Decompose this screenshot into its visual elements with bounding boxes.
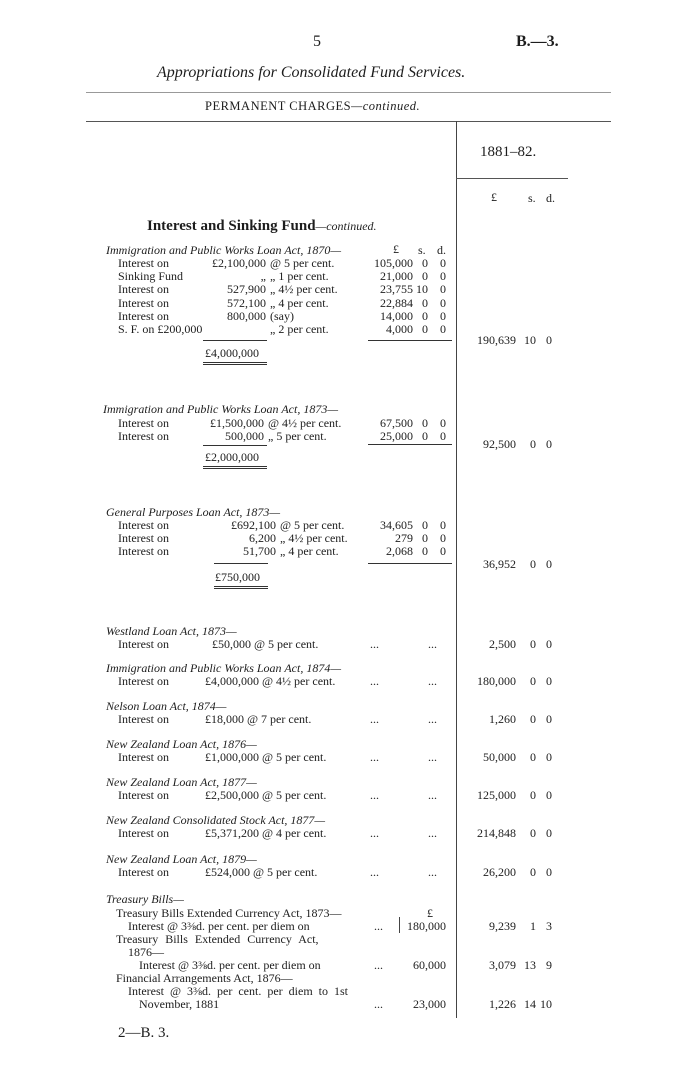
- row-principal: „: [260, 269, 266, 284]
- block2-total-d: 0: [546, 437, 552, 451]
- row-shillings: 0: [422, 295, 428, 310]
- item-dots-left: ...: [370, 674, 379, 688]
- block3-heading: General Purposes Loan Act, 1873—: [106, 505, 281, 519]
- title-rule: [86, 92, 611, 93]
- treasury-tot2-pounds: 9,239: [489, 919, 516, 933]
- block1-heading: Immigration and Public Works Loan Act, 1870—: [106, 243, 342, 257]
- block1-sum-rule: [368, 340, 452, 341]
- item-dots-right: ...: [428, 788, 437, 802]
- section-title-cont: —continued.: [315, 219, 377, 233]
- treasury-amt2: 180,000: [407, 919, 446, 933]
- item-dots-left: ...: [370, 788, 379, 802]
- item-detail: £4,000,000 @ 4½ per cent.: [205, 674, 336, 688]
- row-pence: 0: [440, 256, 446, 270]
- row-rate: „ 4½ per cent.: [270, 282, 338, 297]
- treasury-tot8-d: 10: [540, 997, 552, 1011]
- row-pence: 0: [440, 416, 446, 430]
- row-label: Interest on: [118, 282, 169, 297]
- row-pounds: 105,000: [374, 256, 413, 270]
- row-shillings: 0: [422, 531, 428, 545]
- row-rate: „ 4½ per cent.: [280, 531, 348, 545]
- treasury-tot8-s: 14: [524, 997, 536, 1011]
- block2-principal-underline: [203, 466, 267, 469]
- treasury-dots2: ...: [374, 919, 383, 933]
- row-pence: 0: [440, 269, 446, 284]
- block1-total-s: 10: [524, 333, 536, 347]
- row-pence: 0: [440, 544, 446, 558]
- treasury-tot5-pounds: 3,079: [489, 958, 516, 972]
- item-pence: 0: [546, 637, 552, 651]
- row-shillings: 0: [422, 308, 428, 323]
- treasury-dots5: ...: [374, 958, 383, 972]
- row-pounds: 14,000: [380, 308, 413, 323]
- row-shillings: 0: [422, 429, 428, 443]
- row-pounds: 34,605: [380, 518, 413, 532]
- page-subtitle: [205, 99, 420, 114]
- treasury-line8: November, 1881: [139, 997, 220, 1011]
- row-shillings: 0: [422, 256, 428, 270]
- treasury-tot2-s: 1: [530, 919, 536, 933]
- row-pounds: 2,068: [386, 544, 413, 558]
- item-shillings: 0: [530, 865, 536, 879]
- item-label: Interest on: [118, 788, 169, 802]
- item-shillings: 0: [530, 712, 536, 726]
- item-label: Interest on: [118, 674, 169, 688]
- row-principal: 527,900: [227, 282, 266, 297]
- treasury-line3: Treasury Bills Extended Currency Act,: [116, 932, 319, 946]
- row-shillings: 0: [422, 322, 428, 336]
- item-pounds: 180,000: [477, 674, 516, 688]
- subtitle-cont: —continued.: [351, 99, 421, 113]
- item-dots-right: ...: [428, 826, 437, 840]
- treasury-line7: Interest @ 3⅜d. per cent. per diem to 1st: [128, 984, 348, 998]
- item-pounds: 214,848: [477, 826, 516, 840]
- row-pounds: 279: [395, 531, 413, 545]
- block3-principal-underline: [214, 586, 268, 589]
- row-pounds: 22,884: [380, 295, 413, 310]
- page-title: Appropriations for Consolidated Fund Services.: [157, 64, 466, 81]
- row-label: Interest on: [118, 256, 169, 270]
- item-pounds: 26,200: [483, 865, 516, 879]
- item-dots-left: ...: [370, 865, 379, 879]
- row-pence: 0: [440, 308, 446, 323]
- item-dots-right: ...: [428, 674, 437, 688]
- item-detail: £2,500,000 @ 5 per cent.: [205, 788, 327, 802]
- row-principal: £692,100: [231, 518, 276, 532]
- block1-total-principal: £4,000,000: [205, 346, 259, 360]
- item-label: Interest on: [118, 750, 169, 764]
- block2-total-s: 0: [530, 437, 536, 451]
- block1-col-shillings: s.: [418, 243, 426, 257]
- row-label: Interest on: [118, 308, 169, 323]
- section-title: [147, 218, 377, 235]
- block1-principal-underline: [203, 362, 267, 365]
- section-title-text: Interest and Sinking Fund: [147, 218, 316, 234]
- item-heading: Nelson Loan Act, 1874—: [106, 699, 227, 713]
- treasury-line5: Interest @ 3⅜d. per cent. per diem on: [139, 958, 321, 972]
- row-rate: @ 4½ per cent.: [268, 416, 342, 430]
- item-heading: New Zealand Loan Act, 1879—: [106, 852, 257, 866]
- item-pounds: 1,260: [489, 712, 516, 726]
- row-principal: 500,000: [225, 429, 264, 443]
- row-rate: „ 2 per cent.: [270, 322, 329, 336]
- row-principal: 572,100: [227, 295, 266, 310]
- row-label: S. F. on £200,000: [118, 322, 203, 336]
- item-pence: 0: [546, 865, 552, 879]
- treasury-line2: Interest @ 3⅜d. per cent. per diem on: [128, 919, 310, 933]
- row-label: Interest on: [118, 416, 169, 430]
- row-label: Interest on: [118, 295, 169, 310]
- block2-total-principal: £2,000,000: [205, 450, 259, 464]
- item-pence: 0: [546, 674, 552, 688]
- treasury-dots8: ...: [374, 997, 383, 1011]
- treasury-pound-sign: £: [427, 906, 433, 920]
- subtitle-text: PERMANENT CHARGES: [205, 99, 352, 113]
- row-pence: 0: [440, 295, 446, 310]
- row-pounds: 23,755: [380, 282, 413, 297]
- treasury-tot2-d: 3: [546, 919, 552, 933]
- item-detail: £1,000,000 @ 5 per cent.: [205, 750, 327, 764]
- item-pence: 0: [546, 788, 552, 802]
- block3-total-d: 0: [546, 557, 552, 571]
- row-shillings: 10: [416, 282, 428, 297]
- row-shillings: 0: [422, 269, 428, 284]
- row-principal: £2,100,000: [212, 256, 266, 270]
- block1-total-pounds: 190,639: [477, 333, 516, 347]
- item-detail: £50,000 @ 5 per cent.: [212, 637, 319, 651]
- item-label: Interest on: [118, 712, 169, 726]
- treasury-heading: Treasury Bills—: [106, 892, 184, 906]
- row-pounds: 25,000: [380, 429, 413, 443]
- row-rate: „ 5 per cent.: [268, 429, 327, 443]
- row-label: Interest on: [118, 544, 169, 558]
- footer-signature: 2—B. 3.: [118, 1025, 170, 1041]
- row-label: Interest on: [118, 429, 169, 443]
- row-pence: 0: [440, 531, 446, 545]
- block2-principal-rule: [203, 445, 267, 446]
- treasury-tot8-pounds: 1,226: [489, 997, 516, 1011]
- header-rule: [86, 121, 611, 122]
- block1-col-pence: d.: [437, 243, 446, 257]
- item-dots-right: ...: [428, 637, 437, 651]
- item-shillings: 0: [530, 674, 536, 688]
- year-rule: [456, 178, 568, 179]
- row-rate: „ 4 per cent.: [280, 544, 339, 558]
- row-pence: 0: [440, 322, 446, 336]
- document-ref: B.—3.: [516, 33, 559, 50]
- page-number: 5: [313, 33, 321, 50]
- treasury-line1: Treasury Bills Extended Currency Act, 1873—: [116, 906, 342, 920]
- row-pounds: 67,500: [380, 416, 413, 430]
- treasury-tot5-d: 9: [546, 958, 552, 972]
- item-pence: 0: [546, 826, 552, 840]
- block1-col-pounds: £: [393, 242, 399, 256]
- row-principal: £1,500,000: [210, 416, 264, 430]
- row-rate: „ 4 per cent.: [270, 295, 329, 310]
- row-rate: „ 1 per cent.: [270, 269, 329, 284]
- block3-total-principal: £750,000: [215, 570, 260, 584]
- row-shillings: 0: [422, 544, 428, 558]
- item-heading: Immigration and Public Works Loan Act, 1874—: [106, 661, 342, 675]
- row-rate: @ 5 per cent.: [270, 256, 335, 270]
- row-label: Interest on: [118, 518, 169, 532]
- treasury-line4: 1876—: [128, 945, 164, 959]
- item-pounds: 2,500: [489, 637, 516, 651]
- item-shillings: 0: [530, 750, 536, 764]
- item-label: Interest on: [118, 865, 169, 879]
- item-dots-left: ...: [370, 712, 379, 726]
- item-dots-left: ...: [370, 637, 379, 651]
- row-pounds: 21,000: [380, 269, 413, 284]
- item-pounds: 125,000: [477, 788, 516, 802]
- block3-principal-rule: [214, 563, 268, 564]
- row-pence: 0: [440, 282, 446, 297]
- block2-sum-rule: [368, 444, 452, 445]
- row-label: Interest on: [118, 531, 169, 545]
- year-heading: 1881–82.: [480, 144, 537, 160]
- item-detail: £18,000 @ 7 per cent.: [205, 712, 312, 726]
- col-pounds: £: [491, 190, 497, 204]
- treasury-amount-rule: [399, 917, 400, 933]
- block3-total-s: 0: [530, 557, 536, 571]
- row-rate: @ 5 per cent.: [280, 518, 345, 532]
- item-label: Interest on: [118, 826, 169, 840]
- item-pounds: 50,000: [483, 750, 516, 764]
- item-dots-right: ...: [428, 865, 437, 879]
- item-shillings: 0: [530, 788, 536, 802]
- col-pence: d.: [546, 191, 555, 205]
- treasury-amt8: 23,000: [413, 997, 446, 1011]
- row-pence: 0: [440, 518, 446, 532]
- item-shillings: 0: [530, 826, 536, 840]
- treasury-line6: Financial Arrangements Act, 1876—: [116, 971, 293, 985]
- item-shillings: 0: [530, 637, 536, 651]
- row-pence: 0: [440, 429, 446, 443]
- item-dots-right: ...: [428, 712, 437, 726]
- row-principal: 51,700: [243, 544, 276, 558]
- treasury-amt5: 60,000: [413, 958, 446, 972]
- item-dots-left: ...: [370, 826, 379, 840]
- item-label: Interest on: [118, 637, 169, 651]
- block1-total-d: 0: [546, 333, 552, 347]
- treasury-tot5-s: 13: [524, 958, 536, 972]
- row-principal: 800,000: [227, 308, 266, 323]
- row-shillings: 0: [422, 518, 428, 532]
- block2-heading: Immigration and Public Works Loan Act, 1873—: [103, 402, 339, 416]
- item-dots-left: ...: [370, 750, 379, 764]
- block2-total-pounds: 92,500: [483, 437, 516, 451]
- item-heading: New Zealand Loan Act, 1877—: [106, 775, 257, 789]
- item-heading: New Zealand Consolidated Stock Act, 1877—: [106, 813, 326, 827]
- item-detail: £5,371,200 @ 4 per cent.: [205, 826, 327, 840]
- block1-principal-rule: [203, 340, 267, 341]
- block3-total-pounds: 36,952: [483, 557, 516, 571]
- item-pence: 0: [546, 712, 552, 726]
- row-shillings: 0: [422, 416, 428, 430]
- col-shillings: s.: [528, 191, 536, 205]
- row-pounds: 4,000: [386, 322, 413, 336]
- row-label: Sinking Fund: [118, 269, 184, 284]
- item-dots-right: ...: [428, 750, 437, 764]
- item-pence: 0: [546, 750, 552, 764]
- row-principal: 6,200: [249, 531, 276, 545]
- item-heading: Westland Loan Act, 1873—: [106, 624, 237, 638]
- item-heading: New Zealand Loan Act, 1876—: [106, 737, 257, 751]
- block3-sum-rule: [368, 563, 452, 564]
- item-detail: £524,000 @ 5 per cent.: [205, 865, 318, 879]
- row-rate: (say): [270, 308, 294, 323]
